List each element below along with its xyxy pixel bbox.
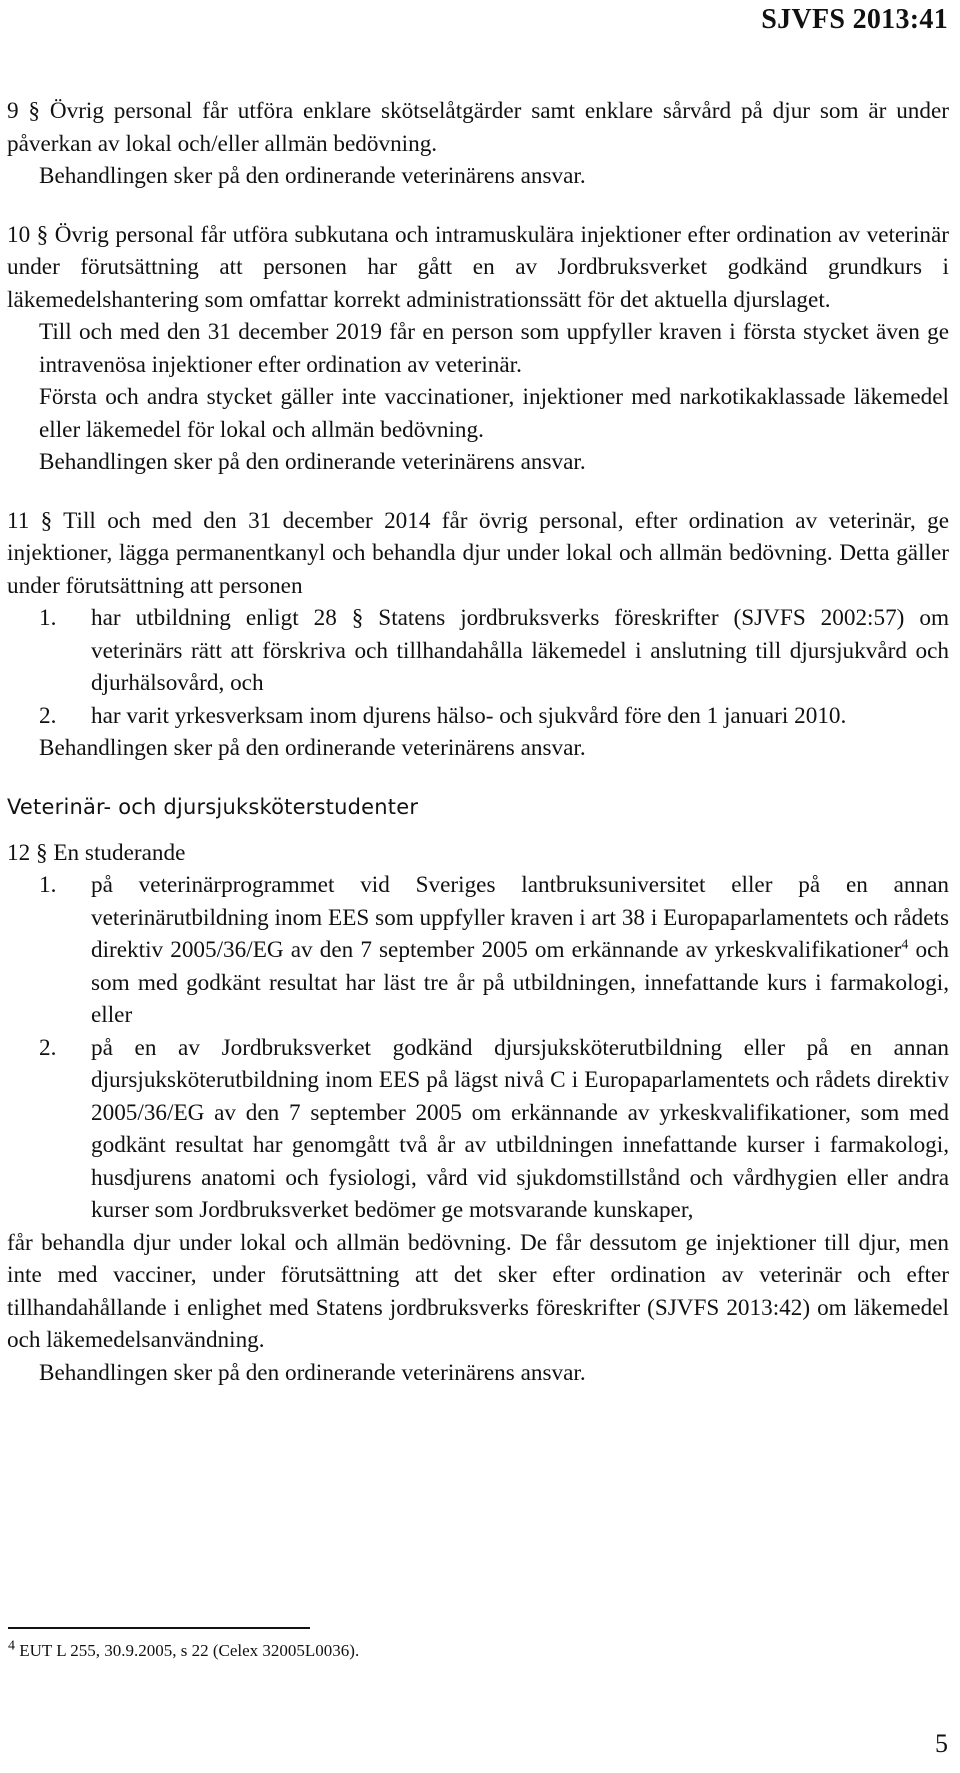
section-12-item-2 (7, 1032, 949, 1227)
page-number: 5 (935, 1729, 948, 1758)
list-text: har varit yrkesverksam inom djurens hälso- och sjukvård före den 1 januari 2010. (91, 702, 847, 729)
section-11-item-1 (7, 602, 949, 700)
section-heading: Veterinär- och djursjuksköterstudenter (7, 794, 419, 819)
section-10-paragraph-3: Första och andra stycket gäller inte vaccinationer, injektioner med narkotikaklassade läkemedel eller läkemedel för lokal och allmän bedövning. (39, 384, 949, 443)
footnote (8, 1640, 359, 1662)
section-12-outro: får behandla djur under lokal och allmän bedövning. De får dessutom ge injektioner till djur, men inte med vacciner, under förutsättning att det sker efter ordination av veterinär och efter tillhandahållande i enlighet med Statens jordbruksverks föreskrifter (SJVFS 2013:42) om läkemedel och läkemedelsanvändning. (7, 1229, 949, 1353)
section-12-item-1 (7, 869, 949, 1032)
list-text-part: på veterinärprogrammet vid Sveriges lantbruksuniversitet eller på en annan veterinärutbildning inom EES som uppfyller kraven i art 38 i Europaparlamentets och rådets direktiv 2005/36/EG av den 7 september 2005 om erkännande av yrkeskvalifikationer (91, 872, 949, 963)
section-12-responsibility: Behandlingen sker på den ordinerande veterinärens ansvar. (39, 1359, 586, 1386)
footnote-text: EUT L 255, 30.9.2005, s 22 (Celex 32005L0036). (19, 1641, 360, 1660)
section-10-responsibility: Behandlingen sker på den ordinerande veterinärens ansvar. (39, 449, 586, 475)
footnote-number: 4 (8, 1638, 15, 1654)
document-body (7, 95, 949, 1389)
section-11-intro: 11 § Till och med den 31 december 2014 får övrig personal, efter ordination av veterinär, ge injektioner, lägga permanentkanyl och behandla djur under lokal och allmän bedövning. Detta gäller under förutsättning att personen (7, 507, 949, 599)
section-11-responsibility: Behandlingen sker på den ordinerande veterinärens ansvar. (39, 735, 586, 761)
section-9-text: 9 § Övrig personal får utföra enklare skötselåtgärder samt enklare sårvård på djur som är under påverkan av lokal och/eller allmän bedövning. (7, 98, 949, 157)
list-number: 1. (39, 872, 57, 898)
list-number: 2. (39, 702, 57, 729)
footnote-divider (8, 1627, 310, 1629)
list-text: har utbildning enligt 28 § Statens jordbruksverks föreskrifter (SJVFS 2002:57) om veterinärs rätt att förskriva och tillhandahålla läkemedel i anslutning till djursjukvård och djurhälsovård, och (91, 605, 949, 696)
section-9-responsibility: Behandlingen sker på den ordinerande veterinärens ansvar. (39, 163, 586, 189)
list-number: 2. (39, 1034, 57, 1061)
page-header: SJVFS 2013:41 (761, 4, 948, 35)
list-number: 1. (39, 605, 57, 631)
list-text (91, 869, 949, 1032)
list-text: på en av Jordbruksverket godkänd djursjuksköterutbildning eller på en annan djursjuksköterutbildning inom EES på lägst nivå C i Europaparlamentets och rådets direktiv 2005/36/EG av den 7 september 2005 om erkännande av yrkeskvalifikationer, som med godkänt resultat har genomgått två år av utbildningen innefattande kurser i farmakologi, husdjurens anatomi och fysiologi, vård vid sjukdomstillstånd och vårdhygien eller andra kurser som Jordbruksverket bedömer ge motsvarande kunskaper, (91, 1034, 949, 1223)
footnote-reference: 4 (901, 937, 909, 953)
section-12-intro: 12 § En studerande (7, 839, 186, 866)
list-text-part: och som med godkänt resultat har läst tre år på utbildningen, innefattande kurs i farmakologi, eller (91, 937, 949, 1028)
section-10-paragraph-1: 10 § Övrig personal får utföra subkutana och intramuskulära injektioner efter ordination av veterinär under förutsättning att personen har gått en av Jordbruksverket godkänd grundkurs i läkemedelshantering som omfattar korrekt administrationssätt för det aktuella djurslaget. (7, 221, 949, 313)
section-11-item-2 (7, 700, 949, 733)
section-10-paragraph-2: Till och med den 31 december 2019 får en person som uppfyller kraven i första stycket även ge intravenösa injektioner efter ordination av veterinär. (39, 319, 949, 378)
